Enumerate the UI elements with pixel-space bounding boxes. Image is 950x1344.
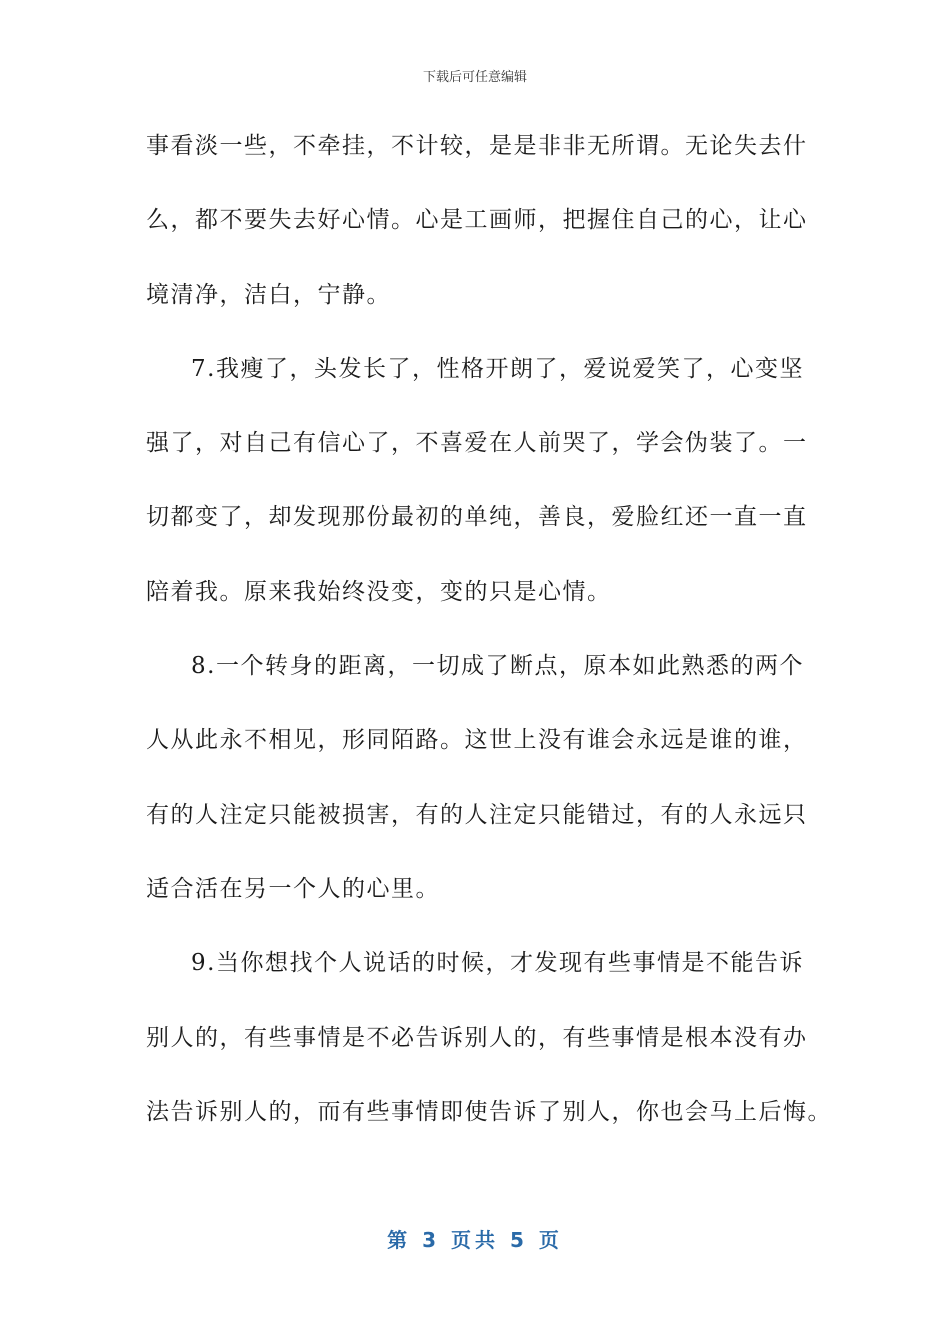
page-header: 下载后可任意编辑 <box>422 70 527 85</box>
text-line: 法告诉别人的，而有些事情即使告诉了别人，你也会马上后悔。 <box>146 1099 832 1125</box>
text-line: 有的人注定只能被损害，有的人注定只能错过，有的人永远只 <box>146 802 808 828</box>
page-number-footer: 第 3 页共 5 页 <box>387 1228 563 1252</box>
text-line: 别人的，有些事情是不必告诉别人的，有些事情是根本没有办 <box>146 1025 808 1051</box>
text-line: 境清净，洁白，宁静。 <box>146 282 391 308</box>
text-line: 切都变了，却发现那份最初的单纯，善良，爱脸红还一直一直 <box>146 504 808 530</box>
paragraph-8-first-line: 8.一个转身的距离，一切成了断点，原本如此熟悉的两个 <box>191 653 804 679</box>
text-line: 人从此永不相见，形同陌路。这世上没有谁会永远是谁的谁， <box>146 727 808 753</box>
paragraph-7-first-line: 7.我瘦了，头发长了，性格开朗了，爱说爱笑了，心变坚 <box>191 356 804 382</box>
text-line: 么，都不要失去好心情。心是工画师，把握住自己的心，让心 <box>146 207 808 233</box>
text-line: 陪着我。原来我始终没变，变的只是心情。 <box>146 579 612 605</box>
paragraph-9-first-line: 9.当你想找个人说话的时候，才发现有些事情是不能告诉 <box>191 950 804 976</box>
text-line: 事看淡一些，不牵挂，不计较，是是非非无所谓。无论失去什 <box>146 133 808 159</box>
text-line: 适合活在另一个人的心里。 <box>146 876 440 902</box>
text-line: 强了，对自己有信心了，不喜爱在人前哭了，学会伪装了。一 <box>146 430 808 456</box>
